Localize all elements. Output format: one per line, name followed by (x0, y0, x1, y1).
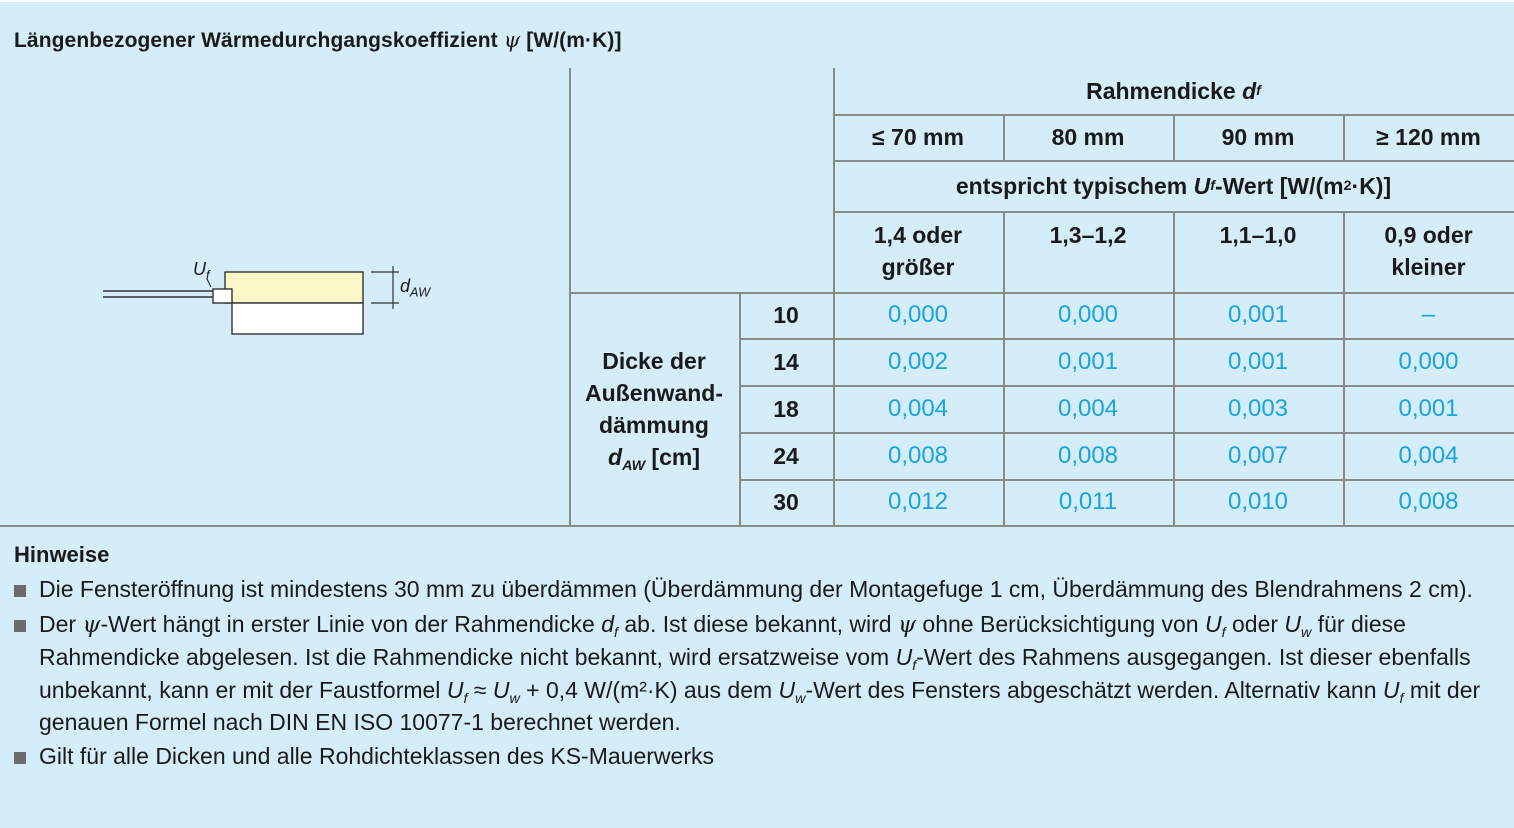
thickness-cell: 30 (773, 489, 799, 515)
bullet-square-icon (14, 752, 26, 764)
psi-value-cell: 0,000 (1398, 347, 1459, 375)
uf-column-header: 1,3–1,2 (1049, 222, 1127, 248)
psi-value-cell: 0,001 (1057, 347, 1119, 375)
psi-value-cell: 0,001 (1227, 347, 1289, 375)
thickness-cell: 24 (773, 442, 799, 469)
psi-value-cell: 0,011 (1058, 488, 1118, 515)
psi-value-cell: 0,001 (1398, 394, 1459, 422)
frame-column-header: 80 mm (1051, 124, 1125, 150)
psi-value-cell: 0,010 (1227, 488, 1289, 515)
psi-symbol: ψ (503, 28, 521, 52)
grid-line (833, 211, 1514, 213)
uf-column-header: 0,9 oder kleiner (1384, 222, 1473, 280)
insulation-thickness-label: Dicke der Außenwand- dämmung $d_{AW}$ [cm] (585, 347, 723, 474)
psi-value-cell: 0,001 (1227, 301, 1289, 328)
uf-column-header: 1,1–1,0 (1219, 222, 1297, 248)
frame-column-header: ≤ 70 mm (872, 124, 964, 150)
psi-value-cell: 0,008 (1057, 441, 1119, 469)
psi-value-cell: 0,004 (1398, 441, 1459, 469)
uf-label: $U_f$ (193, 259, 210, 283)
page-title: Längenbezogener Wärmedurchgangskoeffizient ψ [W/(m·K)] (14, 28, 622, 52)
notes-title: Hinweise (14, 542, 110, 567)
psi-value-cell: 0,000 (1057, 301, 1119, 328)
psi-value-cell: 0,008 (887, 441, 949, 469)
notes-section (14, 539, 1494, 775)
table-bottom-rule (0, 525, 1514, 527)
bullet-square-icon (14, 620, 26, 632)
psi-value-cell: – (1421, 301, 1436, 328)
daw-label: $d_{AW}$ (400, 276, 431, 300)
psi-value-cell: 0,004 (887, 394, 949, 422)
bullet-square-icon (14, 585, 26, 597)
psi-value-cell: 0,004 (1057, 394, 1119, 422)
frame-column-header: 90 mm (1221, 124, 1295, 150)
insulation-layer (225, 272, 363, 303)
uf-column-header: 1,4 oder größer (873, 222, 963, 280)
wall-layer (232, 303, 363, 334)
thickness-cell: 18 (773, 395, 799, 422)
psi-value-cell: 0,007 (1227, 441, 1289, 469)
psi-value-cell: 0,003 (1227, 394, 1289, 422)
psi-value-cell: 0,012 (887, 488, 949, 515)
thickness-cell: 14 (773, 348, 799, 375)
psi-value-cell: 0,008 (1398, 488, 1459, 515)
note-item: Die Fensteröffnung ist mindestens 30 mm zu überdämmen (Überdämmung der Montagefuge 1 cm, Überdämmung des Blendrahmens 2 cm). (14, 573, 1494, 605)
psi-value-cell: 0,000 (887, 301, 949, 328)
thickness-cell: 10 (773, 302, 799, 328)
frame-thickness-header: Rahmendicke d f (1086, 78, 1261, 104)
note-item: Der ψ-Wert hängt in erster Linie von der Rahmendicke $d_f$ ab. Ist diese bekannt, wird ψ ohne Berücksichtigung von $U_f$ oder $U_w$ für diese Rahmendicke abgelesen. Ist die Rahmendicke nicht bekannt, wird ersatzweise vom $U_f$-Wert des Rahmens ausgegangen. Ist dieser ebenfalls unbekannt, kann er mit der Faustformel $U_f \approx U_w + 0,4$ W/(m²·K) aus dem $U_w$-Wert des Fensters abgeschätzt werden. Alternativ kann $U_f$ mit der genauen Formel nach DIN EN ISO 10077-1 berechnet werden. (14, 608, 1494, 739)
frame-column-header: ≥ 120 mm (1376, 124, 1481, 150)
window-connection-sketch (95, 257, 445, 347)
uf-value-header: entspricht typischem U f -Wert [W/(m 2 ·K)] (955, 172, 1392, 199)
window-frame (213, 289, 232, 303)
note-item: Gilt für alle Dicken und alle Rohdichteklassen des KS-Mauerwerks (14, 740, 1494, 772)
psi-value-cell: 0,002 (887, 347, 949, 375)
